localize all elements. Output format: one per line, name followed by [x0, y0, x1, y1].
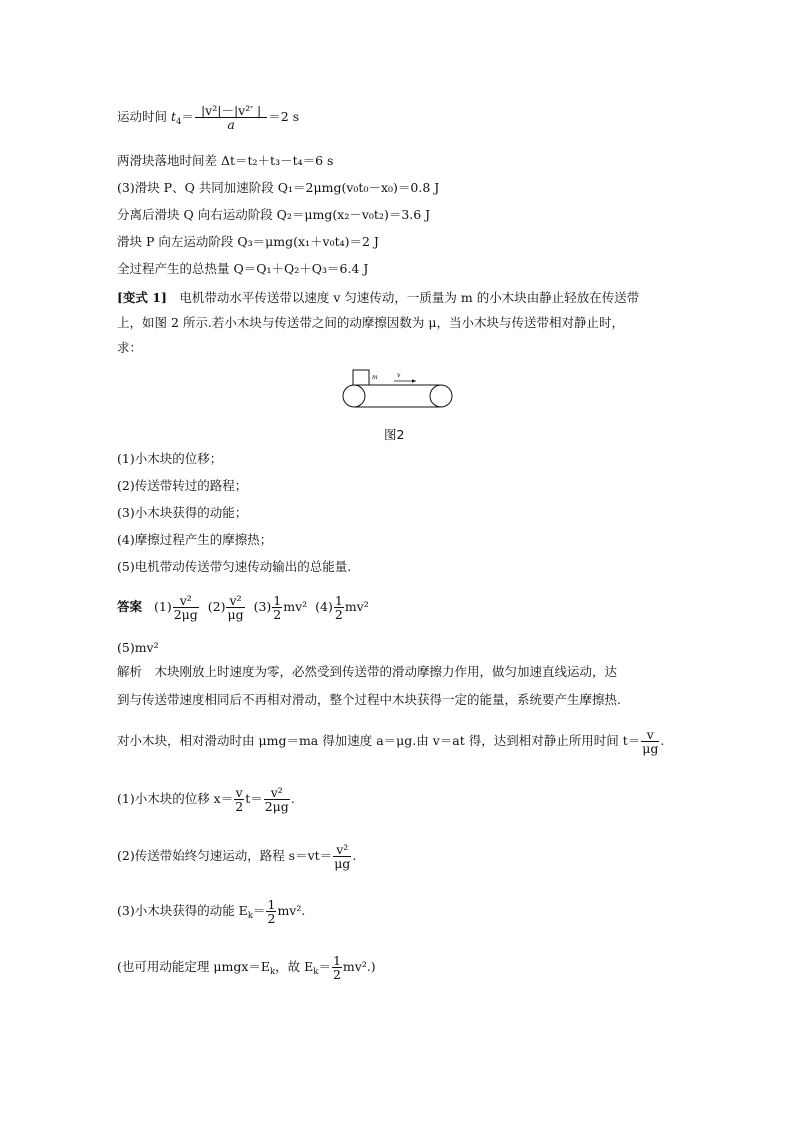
solution-3-text: 对小木块，相对滑动时由 μmg＝ma 得加速度 a＝μg.由 v＝at 得，达到相对静止所用时间 t＝ — [117, 733, 641, 748]
equals: ＝ — [252, 903, 266, 918]
variant-text: 电机带动水平传送带以速度 v 匀速传动，一质量为 m 的小木块由静止轻放在传送带 — [166, 290, 640, 305]
answer-4-fraction — [334, 594, 344, 621]
subscript: k — [247, 911, 253, 921]
question-2: (2)传送带转过的路程； — [117, 478, 248, 493]
denominator: 2μg — [264, 799, 289, 814]
left-pulley — [343, 385, 365, 407]
speed-label: v — [397, 372, 401, 379]
solution-line-3 — [117, 728, 664, 755]
solution-5-fraction — [333, 843, 351, 870]
period: . — [290, 791, 295, 806]
variant-problem-line-2: 上，如图 2 所示.若小木块与传送带之间的动摩擦因数为 μ，当小木块与传送带相对静止时， — [117, 315, 624, 330]
block-square — [353, 370, 369, 385]
solution-line-4 — [117, 786, 295, 813]
numerator: 1 — [267, 897, 276, 912]
period: . — [352, 848, 357, 863]
denominator — [195, 117, 267, 131]
answer-2-fraction — [226, 594, 244, 621]
denominator: μg — [227, 607, 244, 622]
solution-3-fraction — [641, 728, 659, 755]
total-heat-line: 全过程产生的总热量 Q＝Q₁＋Q₂＋Q₃＝6.4 J — [117, 261, 369, 276]
solution-7-mid: ，故 E — [275, 959, 314, 974]
answer-1-fraction — [173, 594, 199, 621]
solution-4-fraction-1 — [234, 786, 244, 813]
numerator: v² — [270, 785, 283, 800]
equals: ＝ — [318, 959, 331, 974]
answer-line-2: (5)mv² — [117, 640, 159, 655]
equals: ＝ — [181, 109, 194, 124]
solution-7-text: (也可用动能定理 μmgx＝E — [117, 959, 271, 974]
answer-4-prefix: (4) — [315, 599, 333, 614]
numerator: 1 — [273, 593, 282, 608]
numerator: v² — [229, 593, 242, 608]
subscript: 4 — [176, 117, 182, 127]
numerator: 1 — [332, 953, 341, 968]
right-pulley — [430, 385, 452, 407]
answer-3-prefix: (3) — [253, 599, 272, 614]
fraction — [195, 104, 267, 131]
question-3: (3)小木块获得的动能； — [117, 505, 248, 520]
denominator: 2 — [332, 967, 341, 982]
solution-line-7 — [117, 954, 376, 981]
result: ＝2 s — [268, 109, 300, 124]
denominator: 2 — [235, 799, 244, 814]
solution-4-text: (1)小木块的位移 x＝ — [117, 791, 234, 806]
subscript: k — [270, 967, 276, 977]
answer-1-prefix: (1) — [154, 599, 172, 614]
denominator: μg — [334, 856, 351, 871]
solution-7-end: mv².) — [342, 959, 376, 974]
question-1: (1)小木块的位移； — [117, 451, 223, 466]
var-t: t — [170, 109, 177, 124]
numerator: 1 — [334, 593, 343, 608]
period: . — [660, 733, 665, 748]
variant-problem-line-3: 求： — [117, 340, 143, 355]
denominator: 2 — [273, 607, 282, 622]
answer-label: 答案 — [117, 599, 143, 614]
denominator: 2μg — [173, 607, 198, 622]
solution-5-text: (2)传送带始终匀速运动，路程 s＝vt＝ — [117, 848, 333, 863]
answer-2-prefix: (2) — [207, 599, 226, 614]
solution-line-5 — [117, 843, 356, 870]
solution-line-6 — [117, 898, 305, 925]
numerator: v — [646, 727, 654, 742]
solution-4-fraction-2 — [264, 786, 290, 813]
question-5: (5)电机带动传送带匀速传动输出的总能量. — [117, 559, 352, 574]
denominator-text: a — [227, 117, 235, 132]
answer-3-fraction — [272, 594, 282, 621]
numerator: |v²|－|v²′ | — [200, 103, 262, 118]
solution-6-end: mv². — [277, 903, 306, 918]
solution-4-mid: t＝ — [245, 791, 263, 806]
denominator: 2 — [267, 911, 276, 926]
figure-caption: 图2 — [384, 427, 405, 442]
solution-6-fraction — [266, 898, 276, 925]
solution-line-2: 到与传送带速度相同后不再相对滑动，整个过程中木块获得一定的能量，系统要产生摩擦热. — [117, 692, 621, 707]
answer-3-term: mv² — [283, 599, 308, 614]
denominator: μg — [642, 741, 659, 756]
q3-heat-line: 滑块 P 向左运动阶段 Q₃＝μmg(x₁＋v₀t₄)＝2 J — [117, 234, 379, 249]
motion-time-label: 运动时间 — [117, 109, 171, 124]
question-4: (4)摩擦过程产生的摩擦热； — [117, 532, 273, 547]
block-label: m — [372, 374, 378, 381]
numerator: v — [235, 785, 243, 800]
denominator: 2 — [334, 607, 343, 622]
variant-problem-line-1 — [117, 290, 639, 306]
numerator: v² — [179, 593, 192, 608]
answer-line — [117, 594, 369, 621]
subscript: k — [313, 967, 319, 977]
q2-heat-line: 分离后滑块 Q 向右运动阶段 Q₂＝μmg(x₂－v₀t₂)＝3.6 J — [117, 207, 431, 222]
motion-time-line — [117, 104, 299, 131]
speed-arrow-head — [412, 379, 416, 382]
variant-tag: [变式 1] — [117, 290, 167, 305]
solution-6-text: (3)小木块获得的动能 E — [117, 903, 248, 918]
solution-line-1: 解析 木块刚放上时速度为零，必然受到传送带的滑动摩擦力作用，做匀加速直线运动，达 — [117, 664, 618, 679]
numerator: v² — [336, 842, 349, 857]
conveyor-belt-figure — [342, 367, 454, 415]
landing-time-diff-line: 两滑块落地时间差 Δt＝t₂＋t₃－t₄＝6 s — [117, 153, 334, 168]
answer-4-term: mv² — [344, 599, 369, 614]
q1-heat-line: (3)滑块 P、Q 共同加速阶段 Q₁＝2μmg(v₀t₀－x₀)＝0.8 J — [117, 180, 440, 195]
solution-7-fraction — [332, 954, 342, 981]
